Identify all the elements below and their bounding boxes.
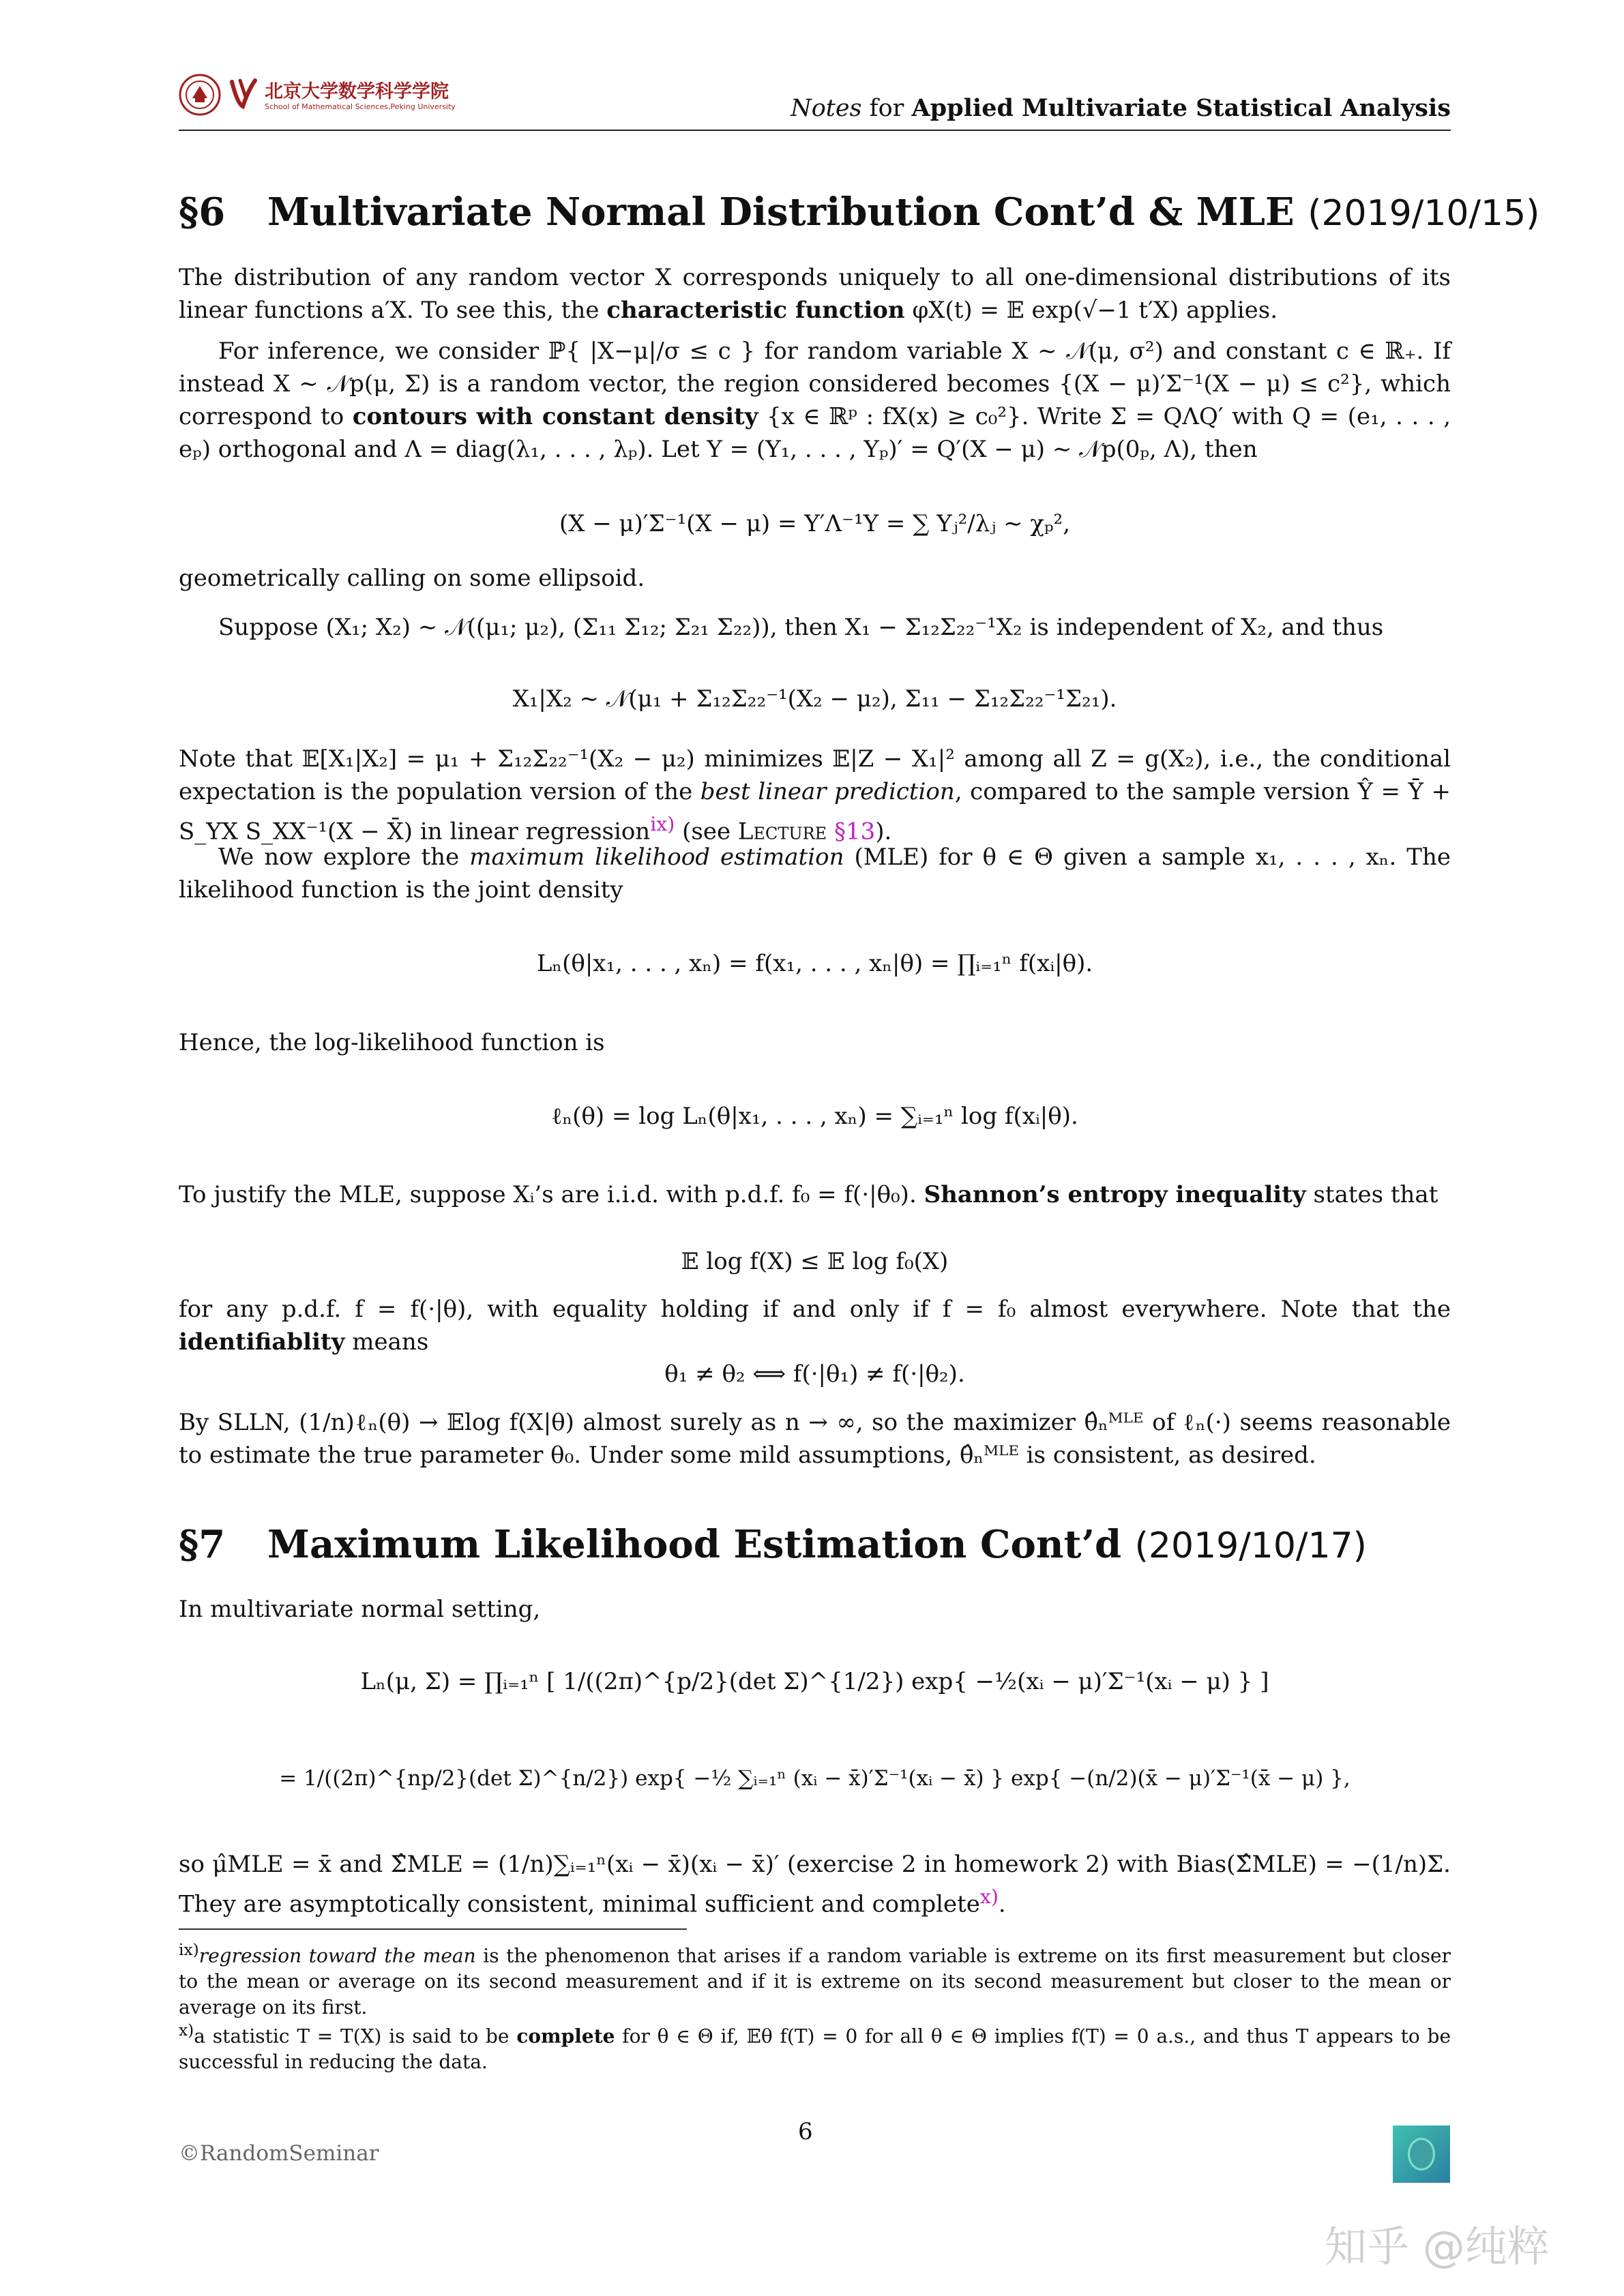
section-date: (2019/10/15) [1308, 193, 1540, 234]
equation: X₁|X₂ ∼ 𝒩(μ₁ + Σ₁₂Σ₂₂⁻¹(X₂ − μ₂), Σ₁₁ − Σ₁₂Σ₂₂⁻¹Σ₂₁). [512, 685, 1117, 713]
text: . [998, 1890, 1006, 1918]
paragraph: Suppose (X₁; X₂) ∼ 𝒩((μ₁; μ₂), (Σ₁₁ Σ₁₂; Σ₂₁ Σ₂₂)), then X₁ − Σ₁₂Σ₂₂⁻¹X₂ is independent of X₂, and thus [218, 614, 1384, 641]
term-complete: complete [516, 2025, 615, 2048]
text: states that [1313, 1181, 1438, 1208]
section-7-heading [179, 1522, 1367, 1567]
text: φX(t) = 𝔼 exp(√−1 t′X) applies. [912, 297, 1278, 324]
text: for any p.d.f. f = f(·|θ), with equality holding if and only if f = f₀ almost everywhere. Note that the [179, 1296, 1451, 1323]
text: The distribution of any random vector X corresponds uniquely to all one-dimensional distributions of its linear functions a′X. To see this, the [179, 264, 1451, 324]
footnote-mark: x) [179, 2021, 194, 2040]
text: We now explore the [218, 844, 460, 871]
section-number: §6 [179, 190, 226, 235]
notes-mid: for [861, 95, 912, 122]
footnote [179, 2017, 1451, 2075]
school-mark-icon [228, 76, 259, 110]
section-date: (2019/10/17) [1134, 1525, 1367, 1566]
paragraph [179, 1178, 1451, 1211]
section-title: Maximum Likelihood Estimation Cont’d [267, 1522, 1122, 1567]
emphasis: regression toward the mean [198, 1944, 476, 1967]
text: means [352, 1328, 429, 1356]
paragraph [179, 743, 1451, 848]
page-number: 6 [798, 2118, 813, 2145]
running-header [791, 94, 1451, 122]
paragraph: By SLLN, (1/n)ℓₙ(θ) → 𝔼log f(X|θ) almost surely as n → ∞, so the maximizer θ̂ₙᴹᴸᴱ of ℓₙ(·) seems reasonable to estimate the true parameter θ₀. Under some mild assumptions, θ̂ₙᴹᴸᴱ is consistent, as desired. [179, 1409, 1451, 1469]
equation: Lₙ(μ, Σ) = ∏ᵢ₌₁ⁿ [ 1/((2π)^{p/2}(det Σ)^{1/2}) exp{ −½(xᵢ − μ)′Σ⁻¹(xᵢ − μ) } ] [360, 1668, 1269, 1695]
text: {x ∈ ℝᵖ : fX(x) ≥ c₀²}. Write Σ = QΛQ′ with Q = (e₁, . . . , eₚ) orthogonal and Λ = diag(λ₁, . . . , λₚ). Let Y = (Y₁, . . . , Yₚ)′ = Q′(X − μ) ∼ 𝒩p(0ₚ, Λ), then [179, 403, 1451, 463]
text: , compared to the sample version Ŷ = Ȳ + S_YX S_XX⁻¹(X − X̄) in linear regression [179, 778, 1451, 846]
footnote [179, 1937, 1451, 2021]
text: Note that 𝔼[X₁|X₂] = μ₁ + Σ₁₂Σ₂₂⁻¹(X₂ − μ₂) minimizes 𝔼|Z − X₁|² among all Z = g(X₂), i.e., the conditional expectation is the population version of the [179, 745, 1451, 805]
equation: ℓₙ(θ) = log Lₙ(θ|x₁, . . . , xₙ) = ∑ᵢ₌₁ⁿ log f(xᵢ|θ). [551, 1103, 1078, 1130]
watermark: 知乎 @纯粹 [1325, 2222, 1550, 2271]
text: so μ̂MLE = x̄ and Σ̂MLE = (1/n)∑ᵢ₌₁ⁿ(xᵢ − x̄)(xᵢ − x̄)′ (exercise 2 in homework 2) with Bias(Σ̂MLE) = −(1/n)Σ. They are asymptotically consistent, minimal sufficient and complete [179, 1851, 1451, 1918]
paragraph [179, 841, 1451, 906]
footnote-mark: ix) [179, 1940, 199, 1959]
paragraph [179, 261, 1451, 327]
text: a statistic T = T(X) is said to be [194, 2025, 510, 2048]
text: (MLE) for θ ∈ Θ given a sample x₁, . . . , xₙ. The likelihood function is the joint density [179, 844, 1451, 904]
term-identifiability: identifiablity [179, 1328, 345, 1356]
equation: Lₙ(θ|x₁, . . . , xₙ) = f(x₁, . . . , xₙ|θ) = ∏ᵢ₌₁ⁿ f(xᵢ|θ). [536, 950, 1093, 977]
paragraph: Hence, the log-likelihood function is [179, 1029, 605, 1056]
text: Lecture [737, 818, 827, 846]
footnote-ref[interactable]: x) [979, 1885, 999, 1908]
institution-subtitle: School of Mathematical Sciences,Peking University [265, 102, 456, 111]
text: (see [675, 818, 738, 846]
paragraph [179, 1293, 1451, 1358]
text: for θ ∈ Θ if, 𝔼θ f(T) = 0 for all θ ∈ Θ implies f(T) = 0 a.s., and thus T appears to be successful in reducing the data. [179, 2025, 1451, 2074]
equation: = 1/((2π)^{np/2}(det Σ)^{n/2}) exp{ −½ ∑ᵢ₌₁ⁿ (xᵢ − x̄)′Σ⁻¹(xᵢ − x̄) } exp{ −(n/2)(x̄ − μ)′Σ⁻¹(x̄ − μ) }, [279, 1766, 1350, 1791]
paragraph [179, 1848, 1451, 1920]
lecture-link[interactable]: §13 [834, 818, 876, 846]
seminar-logo-icon [1393, 2126, 1450, 2183]
text: For inference, we consider ℙ{ |X−μ|/σ ≤ c } for random variable X ∼ 𝒩(μ, σ²) and constant c ∈ ℝ₊. If instead X ∼ 𝒩p(μ, Σ) is a random vector, the region considered becomes {(X − μ)′Σ⁻¹(X − μ) ≤ c²}, which correspond to [179, 338, 1451, 430]
term-contours: contours with constant density [352, 403, 758, 430]
text: To justify the MLE, suppose Xᵢ’s are i.i.d. with p.d.f. f₀ = f(·|θ₀). [179, 1181, 917, 1208]
emphasis: best linear prediction [700, 778, 955, 805]
institution-name: 北京大学数学科学学院 [265, 81, 449, 102]
paragraph: geometrically calling on some ellipsoid. [179, 565, 645, 592]
section-number: §7 [179, 1522, 226, 1567]
term-characteristic-function: characteristic function [606, 297, 905, 324]
equation: (X − μ)′Σ⁻¹(X − μ) = Y′Λ⁻¹Y = ∑ Yⱼ²/λⱼ ∼ χₚ², [559, 510, 1070, 537]
university-seal-icon [179, 74, 221, 116]
text: is the phenomenon that arises if a random variable is extreme on its first measurement but closer to the mean or average on its second measurement and if it is extreme on its second measurement but closer to the mean or average on its first. [179, 1944, 1451, 2019]
paragraph [179, 335, 1451, 466]
notes-prefix: Notes [791, 95, 862, 122]
equation: 𝔼 log f(X) ≤ 𝔼 log f₀(X) [681, 1248, 949, 1275]
section-title: Multivariate Normal Distribution Cont’d & MLE [267, 190, 1295, 235]
section-6-heading [179, 190, 1539, 235]
term-shannon: Shannon’s entropy inequality [924, 1181, 1306, 1208]
emphasis: maximum likelihood estimation [469, 844, 844, 871]
notes-title: Applied Multivariate Statistical Analysis [911, 94, 1451, 122]
equation: θ₁ ≠ θ₂ ⟺ f(·|θ₁) ≠ f(·|θ₂). [664, 1360, 965, 1388]
copyright: ©RandomSeminar [179, 2141, 379, 2166]
paragraph: In multivariate normal setting, [179, 1596, 541, 1623]
footnote-rule [179, 1928, 687, 1930]
footnote-ref[interactable]: ix) [650, 813, 675, 835]
text: ). [875, 818, 892, 846]
header-rule [179, 130, 1451, 131]
